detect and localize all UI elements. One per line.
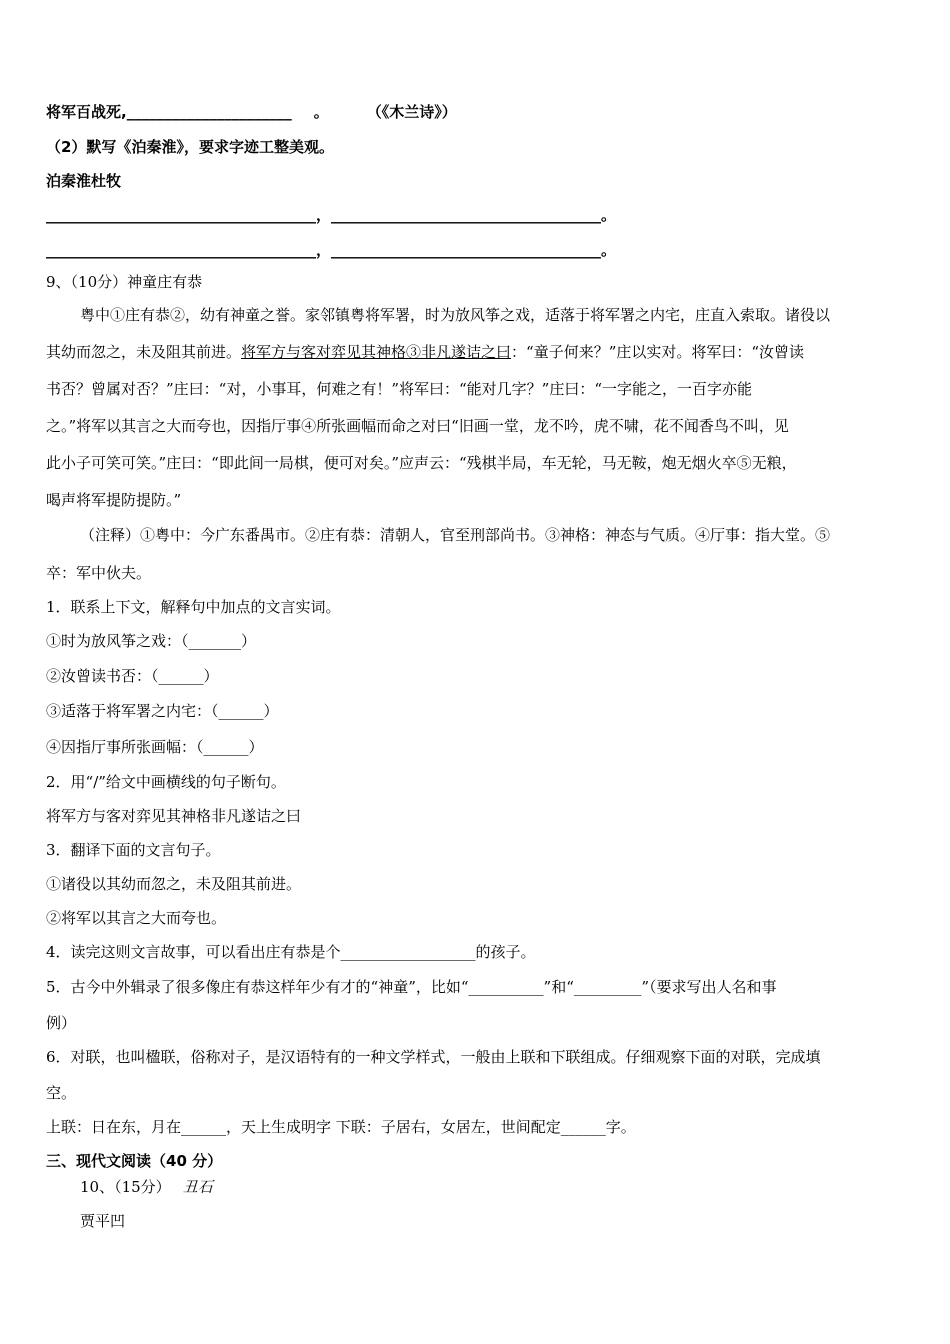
question-line: 3．翻译下面的文言句子。: [46, 841, 221, 859]
question-line: 2．用“/”给文中画横线的句子断句。: [46, 773, 286, 791]
write-line-1[interactable]: [46, 205, 910, 225]
notes-line: （注释）①粤中：今广东番禺市。②庄有恭：清朝人，官至刑部尚书。③神格：神态与气质。④厅事：指大堂。⑤: [80, 526, 831, 544]
question-10-number: 10、（15分）: [80, 1178, 171, 1196]
question-line: ①诸役以其幼而忽之，未及阻其前进。: [46, 875, 302, 893]
question-line: 6．对联，也叫楹联，俗称对子，是汉语特有的一种文学样式，一般由上联和下联组成。仔细观察下面的对联，完成填: [46, 1048, 821, 1066]
article-title: 丑石: [182, 1178, 213, 1196]
notes-line: 卒：军中伙夫。: [46, 564, 152, 582]
passage-line: 喝声将军提防提防。”: [46, 491, 182, 509]
underlined-sentence: 将军方与客对弈见其神格③非凡遂诘之曰: [241, 343, 512, 361]
period: 。: [601, 241, 617, 259]
question-line: 例）: [46, 1014, 77, 1032]
passage-line: [46, 342, 910, 362]
question-line: 空。: [46, 1084, 77, 1102]
poem-blank[interactable]: ______________________: [126, 103, 292, 121]
question-line[interactable]: ③适落于将军署之内宅：（______）: [46, 702, 279, 720]
passage-text: 其幼而忽之，未及阻其前进。: [46, 343, 242, 361]
question-10-header: [80, 1177, 910, 1197]
question-line: 1．联系上下文，解释句中加点的文言实词。: [46, 598, 341, 616]
question-line: ②将军以其言之大而夸也。: [46, 909, 227, 927]
passage-line: 此小子可笑可笑。”庄曰：“即此间一局棋，便可对矣。”应声云：“残棋半局，车无轮，马无鞍，炮无烟火卒⑤无粮，: [46, 454, 797, 472]
poem-prefix: 将军百战死,: [46, 103, 127, 121]
poem-fill-line: [46, 102, 910, 122]
write-blank[interactable]: ____________________________________: [331, 206, 602, 224]
question-line: 将军方与客对弈见其神格非凡遂诘之曰: [46, 807, 302, 825]
passage-text: ：“童子何来？”庄以实对。将军曰：“汝曾读: [511, 343, 805, 361]
poem-title: 泊秦淮杜牧: [46, 172, 122, 190]
passage-line: 之。”将军以其言之大而夸也，因指厅事④所张画幅而命之对曰“旧画一堂，龙不吟，虎不啸，花不闻香鸟不叫，见: [46, 417, 789, 435]
question-line[interactable]: ②汝曾读书否：（______）: [46, 667, 219, 685]
comma: ，: [316, 206, 332, 224]
article-author: 贾平凹: [80, 1212, 126, 1230]
poem-suffix: 。: [313, 103, 329, 121]
write-blank[interactable]: ____________________________________: [46, 241, 316, 259]
write-line-2[interactable]: [46, 240, 910, 260]
question-line[interactable]: 5．古今中外辑录了很多像庄有恭这样年少有才的“神童”，比如“__________”和“_________”（要求写出人名和事: [46, 978, 777, 996]
question-line[interactable]: 4．读完这则文言故事，可以看出庄有恭是个__________________的孩子。: [46, 943, 536, 961]
task-2-instruction: （2）默写《泊秦淮》，要求字迹工整美观。: [46, 138, 334, 156]
poem-source: （《木兰诗》）: [366, 103, 457, 121]
question-9-header: 9、（10分）神童庄有恭: [46, 273, 203, 291]
question-line[interactable]: ④因指厅事所张画幅：（______）: [46, 738, 264, 756]
write-blank[interactable]: ____________________________________: [46, 206, 316, 224]
period: 。: [601, 206, 617, 224]
section-3-heading: 三、现代文阅读（40 分）: [46, 1152, 223, 1170]
question-line[interactable]: 上联：日在东，月在______，天上生成明字 下联：子居右，女居左，世间配定______字。: [46, 1118, 636, 1136]
comma: ，: [316, 241, 332, 259]
passage-line: 书否？曾属对否？”庄曰：“对，小事耳，何难之有！”将军曰：“能对几字？”庄曰：“一字能之，一百字亦能: [46, 380, 753, 398]
question-line[interactable]: ①时为放风筝之戏：（_______）: [46, 632, 257, 650]
write-blank[interactable]: ____________________________________: [331, 241, 602, 259]
passage-line: 粤中①庄有恭②，幼有神童之誉。家邻镇粤将军署，时为放风筝之戏，适落于将军署之内宅，庄直入索取。诸役以: [80, 306, 831, 324]
